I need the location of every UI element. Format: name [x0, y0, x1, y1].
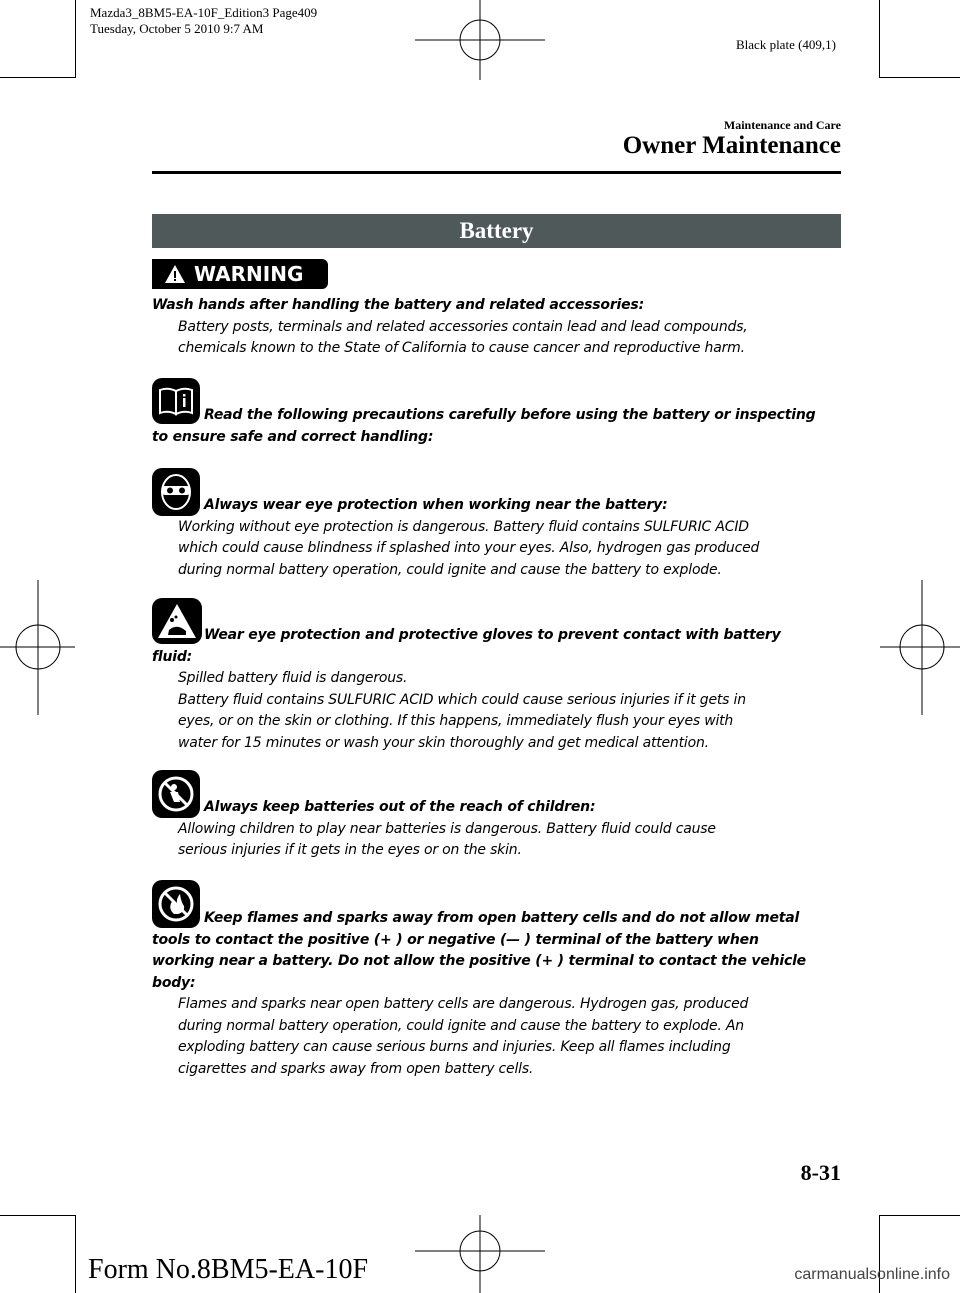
- children-heading: Always keep batteries out of the reach of children:: [204, 799, 596, 815]
- eye-block: [152, 495, 842, 581]
- section-label: Maintenance and Care: [723, 118, 841, 132]
- read-block: [152, 405, 842, 448]
- flames-line-2: during normal battery operation, could ignite and cause the battery to explode. An: [178, 1017, 744, 1034]
- print-slug: [90, 5, 317, 37]
- registration-mark-left: [0, 580, 75, 715]
- read-line-2: to ensure safe and correct handling:: [152, 428, 434, 445]
- gloves-heading-1: Wear eye protection and protective gloves to prevent contact with battery: [204, 627, 781, 643]
- warning-icon: [164, 264, 186, 284]
- crop-mark: [880, 77, 960, 78]
- slug-line-2: Tuesday, October 5 2010 9:7 AM: [90, 21, 264, 36]
- flames-heading-4: body:: [152, 974, 196, 991]
- slug-line-1: Mazda3_8BM5-EA-10F_Edition3 Page409: [90, 5, 318, 20]
- read-line-1: Read the following precautions carefully before using the battery or inspecting: [204, 407, 816, 423]
- warning-body-2: chemicals known to the State of California to cause cancer and reproductive harm.: [178, 340, 745, 356]
- gloves-line-2: Battery fluid contains SULFURIC ACID which could cause serious injuries if it gets in: [178, 691, 746, 708]
- eye-line-2: which could cause blindness if splashed into your eyes. Also, hydrogen gas produced: [178, 540, 760, 556]
- header-rule: [152, 171, 841, 174]
- crop-mark: [75, 0, 76, 78]
- warning-heading: Wash hands after handling the battery and related accessories:: [152, 297, 644, 313]
- warning-block: [152, 295, 842, 360]
- warning-body-1: Battery posts, terminals and related accessories contain lead and lead compounds,: [178, 318, 748, 335]
- form-number: Form No.8BM5-EA-10F: [88, 1254, 369, 1285]
- flames-heading-1: Keep flames and sparks away from open battery cells and do not allow metal: [204, 910, 800, 926]
- gloves-heading-2: fluid:: [152, 648, 193, 665]
- warning-label: [152, 259, 328, 289]
- crop-mark: [0, 77, 75, 78]
- crop-mark: [880, 1215, 960, 1216]
- registration-mark-right: [880, 580, 960, 715]
- warning-text: WARNING: [194, 262, 304, 286]
- registration-mark-bottom: [415, 1215, 545, 1293]
- gloves-line-1: Spilled battery fluid is dangerous.: [178, 670, 408, 686]
- children-line-1: Allowing children to play near batteries is dangerous. Battery fluid could cause: [178, 820, 716, 837]
- eye-line-3: during normal battery operation, could ignite and cause the battery to explode.: [178, 561, 722, 578]
- registration-mark-top: [415, 0, 545, 80]
- flames-heading-3: working near a battery. Do not allow the positive (+ ) terminal to contact the vehicle: [152, 953, 806, 969]
- eye-line-1: Working without eye protection is dangerous. Battery fluid contains SULFURIC ACID: [178, 518, 749, 535]
- gloves-line-4: water for 15 minutes or wash your skin thoroughly and get medical attention.: [178, 734, 709, 751]
- gloves-block: [152, 625, 842, 754]
- crop-mark: [75, 1215, 76, 1293]
- black-plate: Black plate (409,1): [736, 37, 836, 52]
- flames-line-1: Flames and sparks near open battery cells are dangerous. Hydrogen gas, produced: [178, 996, 749, 1012]
- flames-block: [152, 908, 842, 1080]
- crop-mark: [0, 1215, 75, 1216]
- page-title: Owner Maintenance: [622, 132, 841, 159]
- crop-mark: [879, 0, 880, 78]
- flames-line-3: exploding battery can cause serious burns and injuries. Keep all flames including: [178, 1039, 731, 1055]
- section-banner: Battery: [152, 214, 841, 248]
- children-block: [152, 797, 842, 862]
- children-line-2: serious injuries if it gets in the eyes or on the skin.: [178, 842, 522, 858]
- page-number: 8-31: [800, 1160, 841, 1185]
- watermark: carmanualsonline.info: [794, 1266, 950, 1283]
- flames-heading-2: tools to contact the positive (+ ) or negative (— ) terminal of the battery when: [152, 931, 759, 948]
- flames-line-4: cigarettes and sparks away from open battery cells.: [178, 1060, 534, 1077]
- eye-heading: Always wear eye protection when working near the battery:: [204, 497, 668, 513]
- gloves-line-3: eyes, or on the skin or clothing. If this happens, immediately flush your eyes with: [178, 713, 734, 729]
